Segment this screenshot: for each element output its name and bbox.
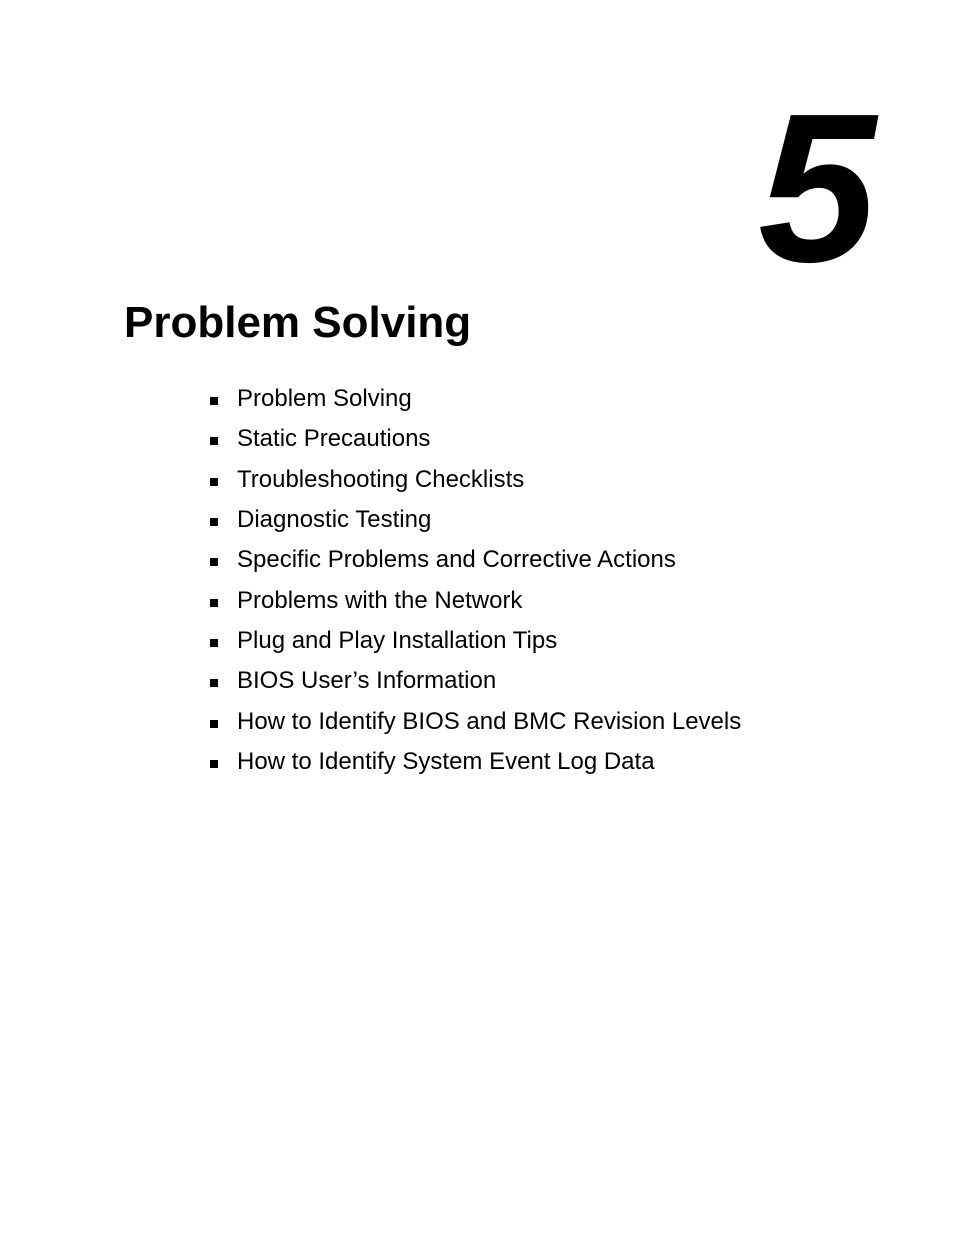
list-item	[210, 379, 741, 419]
topic-label: Specific Problems and Corrective Actions	[237, 546, 676, 574]
square-bullet-icon	[210, 599, 218, 607]
topic-label: How to Identify BIOS and BMC Revision Levels	[237, 707, 742, 735]
topic-label: Static Precautions	[237, 425, 431, 453]
square-bullet-icon	[210, 397, 218, 405]
square-bullet-icon	[210, 679, 218, 687]
list-item	[210, 580, 741, 620]
square-bullet-icon	[210, 478, 218, 486]
square-bullet-icon	[210, 760, 218, 768]
list-item	[210, 661, 741, 701]
topic-label: Troubleshooting Checklists	[237, 465, 525, 493]
topic-label: BIOS User’s Information	[237, 667, 497, 695]
list-item	[210, 460, 741, 500]
list-item	[210, 701, 741, 741]
chapter-topic-list	[210, 379, 741, 782]
square-bullet-icon	[210, 518, 218, 526]
list-item	[210, 540, 741, 580]
topic-label: Problem Solving	[237, 385, 412, 413]
topic-label: Diagnostic Testing	[237, 506, 432, 534]
square-bullet-icon	[210, 639, 218, 647]
square-bullet-icon	[210, 437, 218, 445]
chapter-number: 5	[758, 69, 876, 306]
chapter-title: Problem Solving	[124, 298, 472, 347]
topic-label: Problems with the Network	[237, 586, 523, 614]
topic-label: Plug and Play Installation Tips	[237, 626, 558, 654]
list-item	[210, 742, 741, 782]
topic-label: How to Identify System Event Log Data	[237, 747, 655, 775]
square-bullet-icon	[210, 558, 218, 566]
list-item	[210, 500, 741, 540]
list-item	[210, 419, 741, 459]
list-item	[210, 621, 741, 661]
square-bullet-icon	[210, 720, 218, 728]
